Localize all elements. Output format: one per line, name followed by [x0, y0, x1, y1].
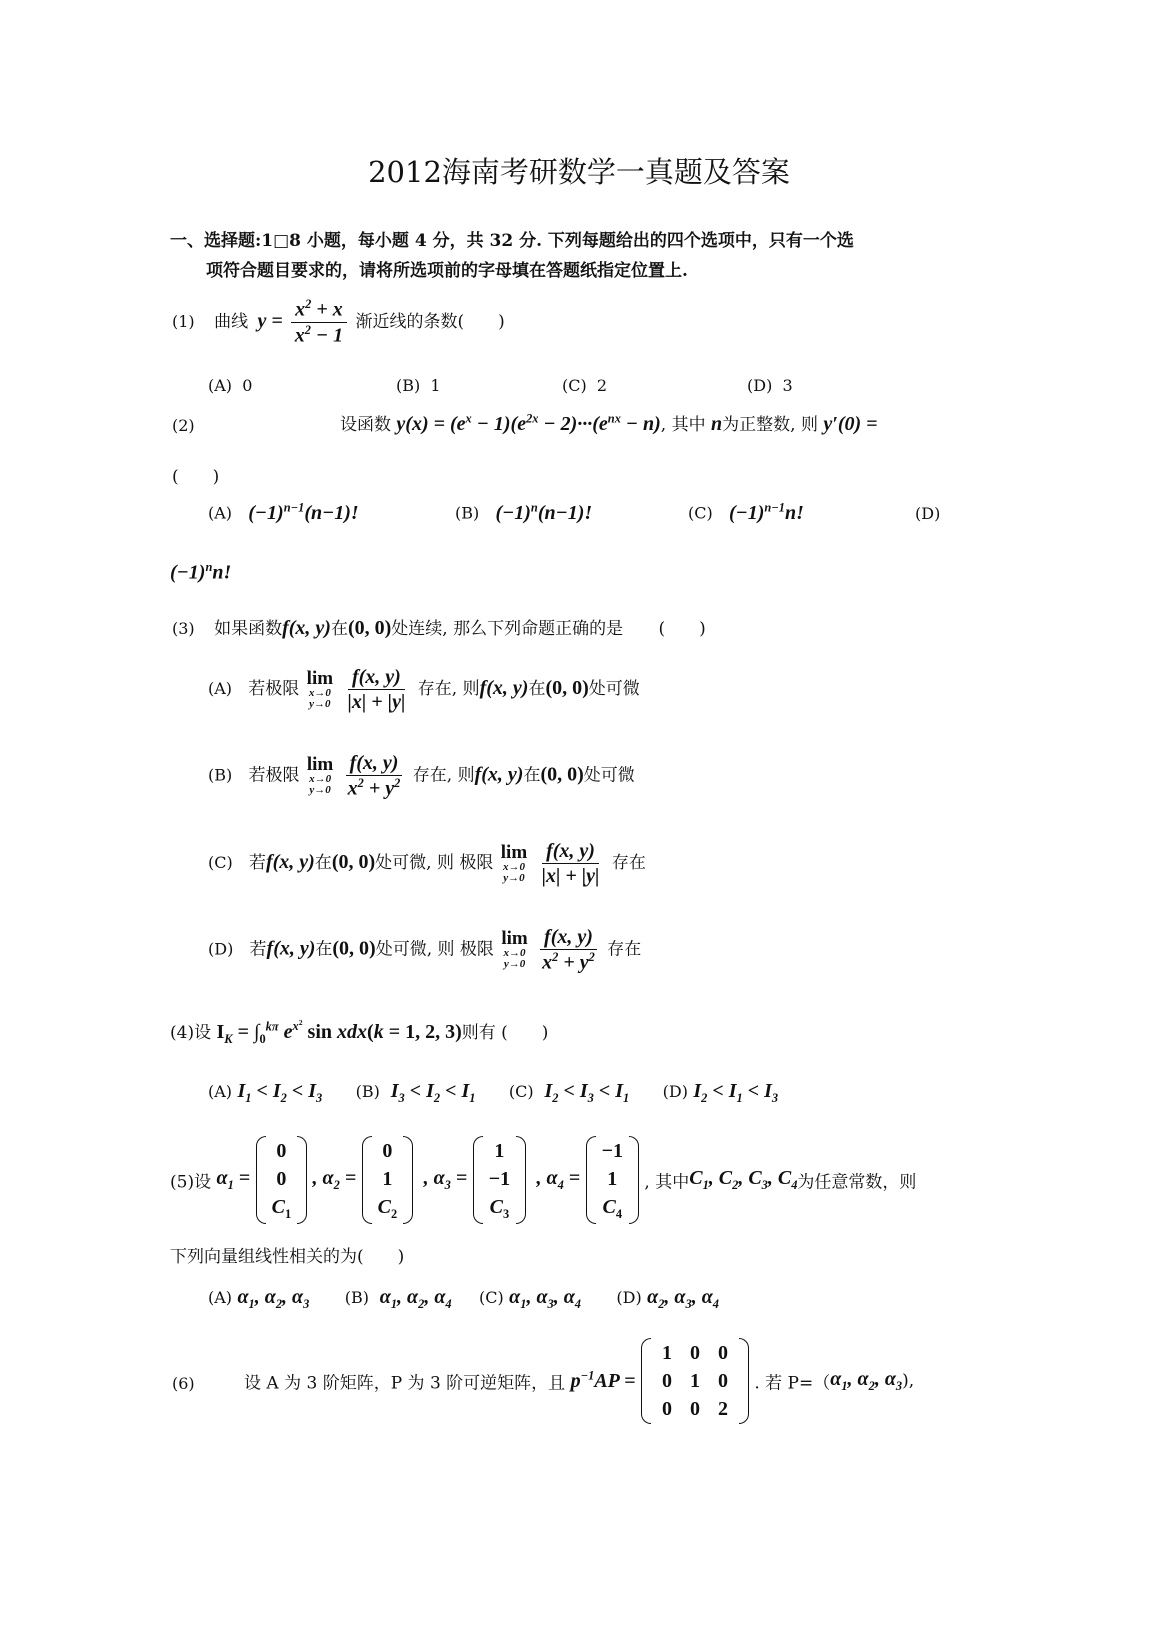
q2-mid: , 其中: [660, 415, 706, 435]
q1-option-b: (B) 1: [396, 376, 441, 395]
q2-target: y′(0) =: [823, 413, 878, 435]
section-heading-text: 一、选择题:1: [170, 231, 274, 251]
question-5: (5)设 $\alpha_1$ = 0 0 $C_1$ , $\alpha_2$ = 0 1 $C_2$ , $\alpha_3$ = 1 −1 $C_3$ , $\alpha_4$ = −1 1 $C_4$ , 其中$C_1$, $C_2$, $C_3$, $C_4$为任意常数，则: [170, 1136, 916, 1224]
q1-option-a: (A) 0: [208, 376, 253, 395]
section-heading-line2: 项符合题目要求的，请将所选项前的字母填在答题纸指定位置上.: [206, 261, 688, 281]
section-heading-text-b: 8 小题，每小题 4 分，共 32 分. 下列每题给出的四个选项中，只有一个选: [289, 231, 854, 251]
q2-statement: [340, 410, 878, 436]
q2-number: (2): [172, 416, 195, 435]
question-3: (3) 如果函数f(x, y)在(0, 0)处连续, 那么下列命题正确的是 ( ): [172, 617, 706, 639]
q2-pre: 设函数: [340, 415, 391, 435]
q1-post: 渐近线的条数( ): [355, 311, 505, 332]
q1-pre: 曲线: [214, 311, 249, 332]
page-title: 2012海南考研数学一真题及答案: [368, 155, 790, 189]
q2-n: n: [711, 413, 723, 435]
q3-option-a: (A) 若极限 lim x→0 y→0 $\frac{f(x, y)}{|x| + |y|}$ 存在, 则f(x, y)在(0, 0)处可微: [208, 666, 640, 713]
q2-formula: $y(x) = (e^x - 1)(e^{2x} - 2)\cdot\cdot\cdot(e^{nx} - n)$: [396, 411, 661, 435]
q4-options: (A) $I_1 < I_2 < I_3$ (B) $I_3 < I_2 < I_1$ (C) $I_2 < I_3 < I_1$ (D) $I_2 < I_1 < I_3$: [208, 1080, 779, 1105]
q3-option-b: (B) 若极限 lim x→0 y→0 $\frac{f(x, y)}{x^2 + y^2}$ 存在, 则f(x, y)在(0, 0)处可微: [208, 752, 635, 800]
q2-option-c: (C) $(-1)^{n-1}n$!: [688, 500, 804, 524]
q5-line2: 下列向量组线性相关的为( ): [170, 1247, 405, 1267]
q2-paren: ( ): [172, 467, 220, 487]
q1-option-c: (C) 2: [562, 376, 608, 395]
q2-mid2: 为正整数, 则: [722, 415, 818, 435]
q6-number: (6): [172, 1374, 195, 1393]
question-6: 设 A 为 3 阶矩阵，P 为 3 阶可逆矩阵，且 $p^{-1}AP$ = 1 0 0 0 1 0 0 0 2 . 若 $P=(\alpha_1$, $\alpha_2$, $\alpha_3$),: [244, 1338, 914, 1424]
q2-option-a: (A) $(-1)^{n-1}(n-1)$!: [208, 500, 359, 524]
q1-option-d: (D) 3: [747, 376, 793, 395]
q3-option-c: (C) 若f(x, y)在(0, 0)处可微, 则 极限 lim x→0 y→0 $\frac{f(x, y)}{|x| + |y|}$ 存在: [208, 840, 646, 887]
q3-option-d: (D) 若f(x, y)在(0, 0)处可微, 则 极限 lim x→0 y→0 $\frac{f(x, y)}{x^2 + y^2}$ 存在: [208, 926, 642, 974]
q2-option-b: (B) $(-1)^n(n-1)$!: [455, 500, 593, 524]
q2-option-d-label: (D): [915, 504, 941, 523]
section-heading: [170, 226, 854, 251]
q1-formula: y = $\frac{x^2 + x}{x^2 - 1}$: [257, 310, 350, 332]
question-4: (4)设 $I_K = \int_0^{k\pi}$ $e^{x^2}$ sin xdx(k = 1, 2, 3)则有 ( ): [170, 1018, 549, 1046]
q1-number: (1): [172, 311, 195, 331]
box-glyph: □: [273, 231, 290, 251]
question-1: [172, 298, 505, 346]
q5-options: (A) $\alpha_1$, $\alpha_2$, $\alpha_3$ (B) $\alpha_1$, $\alpha_2$, $\alpha_4$ (C) $\alpha_1$, $\alpha_3$, $\alpha_4$ (D) $\alpha_2$, $\alpha_3$, $\alpha_4$: [208, 1286, 719, 1311]
q2-option-d: $(-1)^nn$!: [170, 560, 232, 584]
